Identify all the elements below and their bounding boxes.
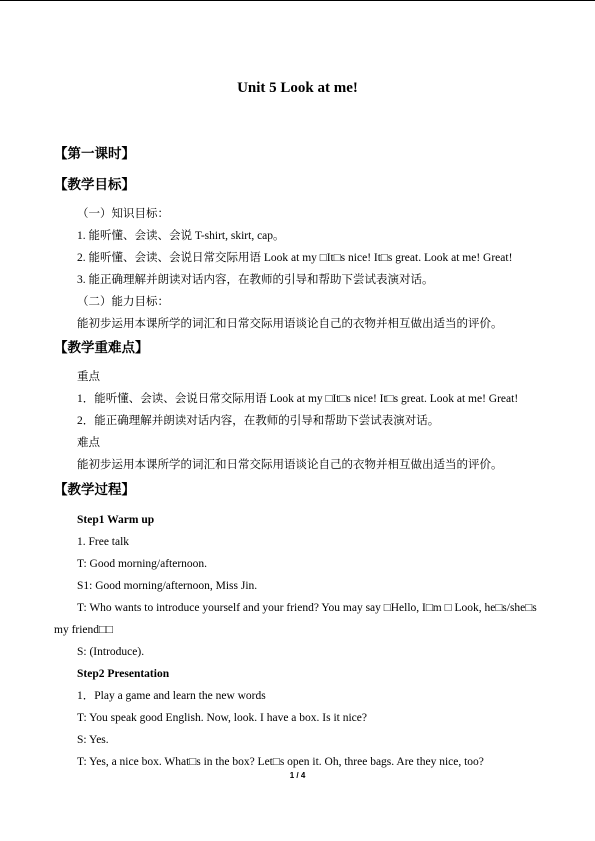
objective-item-2: 2. 能听懂、会读、会说日常交际用语 Look at my □It□s nice! It□s great. Look at me! Great! — [77, 252, 513, 264]
key-point-label: 重点 — [77, 371, 100, 383]
step2-title: Step2 Presentation — [77, 668, 170, 680]
step1-item: 1. Free talk — [77, 536, 130, 548]
dialogue-line-continued: my friend□□ — [54, 624, 113, 636]
page-number: 1 / 4 — [289, 771, 306, 780]
heading-lesson: 【第一课时】 — [54, 146, 135, 162]
heading-process: 【教学过程】 — [54, 482, 135, 498]
dialogue-line: T: Who wants to introduce yourself and your friend? You may say □Hello, I□m □ Look, he□s/she□s — [77, 602, 537, 614]
dialogue-line: S: (Introduce). — [77, 646, 145, 658]
dialogue-line: T: Good morning/afternoon. — [77, 558, 208, 570]
objective-item-3: 3. 能正确理解并朗读对话内容，在教师的引导和帮助下尝试表演对话。 — [77, 274, 434, 286]
difficult-point-label: 难点 — [77, 437, 100, 449]
knowledge-objective-label: （一）知识目标： — [77, 208, 169, 220]
step2-item: 1．Play a game and learn the new words — [77, 690, 266, 702]
dialogue-line: T: Yes, a nice box. What□s in the box? Let□s open it. Oh, three bags. Are they nice, too? — [77, 756, 484, 768]
objective-item-1: 1. 能听懂、会读、会说 T-shirt, skirt, cap。 — [77, 230, 285, 242]
difficult-point-text: 能初步运用本课所学的词汇和日常交际用语谈论自己的衣物并相互做出适当的评价。 — [77, 459, 503, 471]
document-title: Unit 5 Look at me! — [237, 80, 358, 96]
dialogue-line: T: You speak good English. Now, look. I have a box. Is it nice? — [77, 712, 367, 724]
dialogue-line: S1: Good morning/afternoon, Miss Jin. — [77, 580, 258, 592]
key-point-item-1: 1．能听懂、会读、会说日常交际用语 Look at my □It□s nice! It□s great. Look at me! Great! — [77, 393, 519, 405]
heading-objectives: 【教学目标】 — [54, 177, 135, 193]
ability-objective-label: （二）能力目标： — [77, 296, 169, 308]
heading-key-points: 【教学重难点】 — [54, 340, 149, 356]
step1-title: Step1 Warm up — [77, 514, 155, 526]
dialogue-line: S: Yes. — [77, 734, 109, 746]
ability-objective-text: 能初步运用本课所学的词汇和日常交际用语谈论自己的衣物并相互做出适当的评价。 — [77, 318, 503, 330]
key-point-item-2: 2．能正确理解并朗读对话内容，在教师的引导和帮助下尝试表演对话。 — [77, 415, 440, 427]
